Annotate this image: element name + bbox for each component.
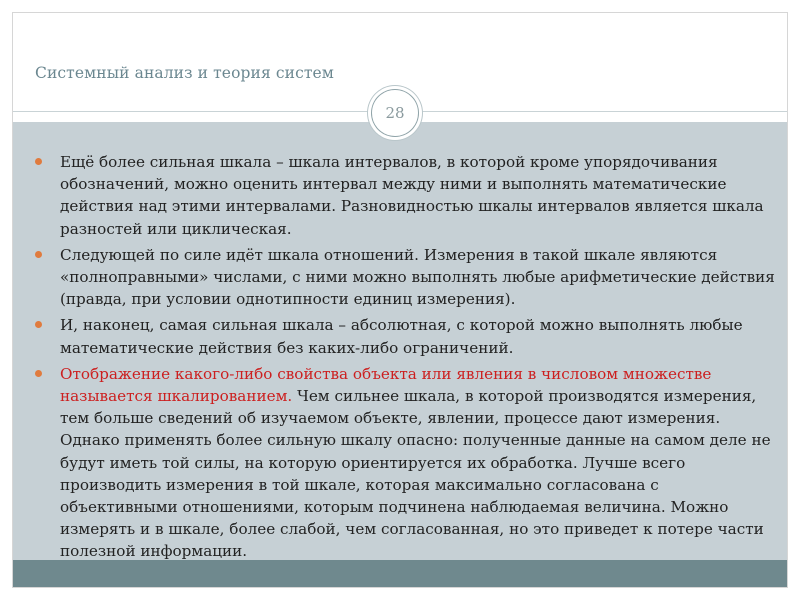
bullet-item (35, 314, 775, 358)
bullet-dot-icon (35, 251, 42, 258)
bullet-text: Ещё более сильная шкала – шкала интервалов, в которой кроме упорядочивания обозначений, можно оценить интервал между ними и выполнять математические действия над этими интервалами. Разновидностью шкалы интервалов является шкала разностей или циклическая. (60, 153, 764, 238)
slide (12, 12, 788, 588)
bullet-item (35, 244, 775, 311)
slide-title: Системный анализ и теория систем (35, 64, 334, 82)
page-number-badge: 28 (372, 90, 418, 136)
bullet-item (35, 151, 775, 240)
bullet-text: Чем сильнее шкала, в которой производятся измерения, тем больше сведений об изучаемом объекте, явлении, процессе дают измерения. Однако применять более сильную шкалу опасно: полученные данные на самом деле не будут иметь той силы, на которую ориентируется их обработка. Лучше всего производить измерения в той шкале, которая максимально согласована с объективными отношениями, которым подчинена наблюдаемая величина. Можно измерять и в шкале, более слабой, чем согласованная, но это приведет к потере части полезной информации. (60, 387, 771, 561)
bullet-list (35, 151, 775, 567)
definition-highlight: Отображение какого-либо свойства объекта или явления в числовом множестве называется шкалированием. (60, 364, 712, 406)
bullet-item (35, 363, 775, 563)
bullet-dot-icon (35, 321, 42, 328)
bullet-text: Следующей по силе идёт шкала отношений. Измерения в такой шкале являются «полноправными» числами, с ними можно выполнять любые арифметические действия (правда, при условии однотипности единиц измерения). (60, 245, 775, 309)
bullet-dot-icon (35, 370, 42, 377)
bullet-text: И, наконец, самая сильная шкала – абсолютная, с которой можно выполнять любые математические действия без каких-либо ограничений. (60, 316, 743, 357)
bullet-dot-icon (35, 158, 42, 165)
